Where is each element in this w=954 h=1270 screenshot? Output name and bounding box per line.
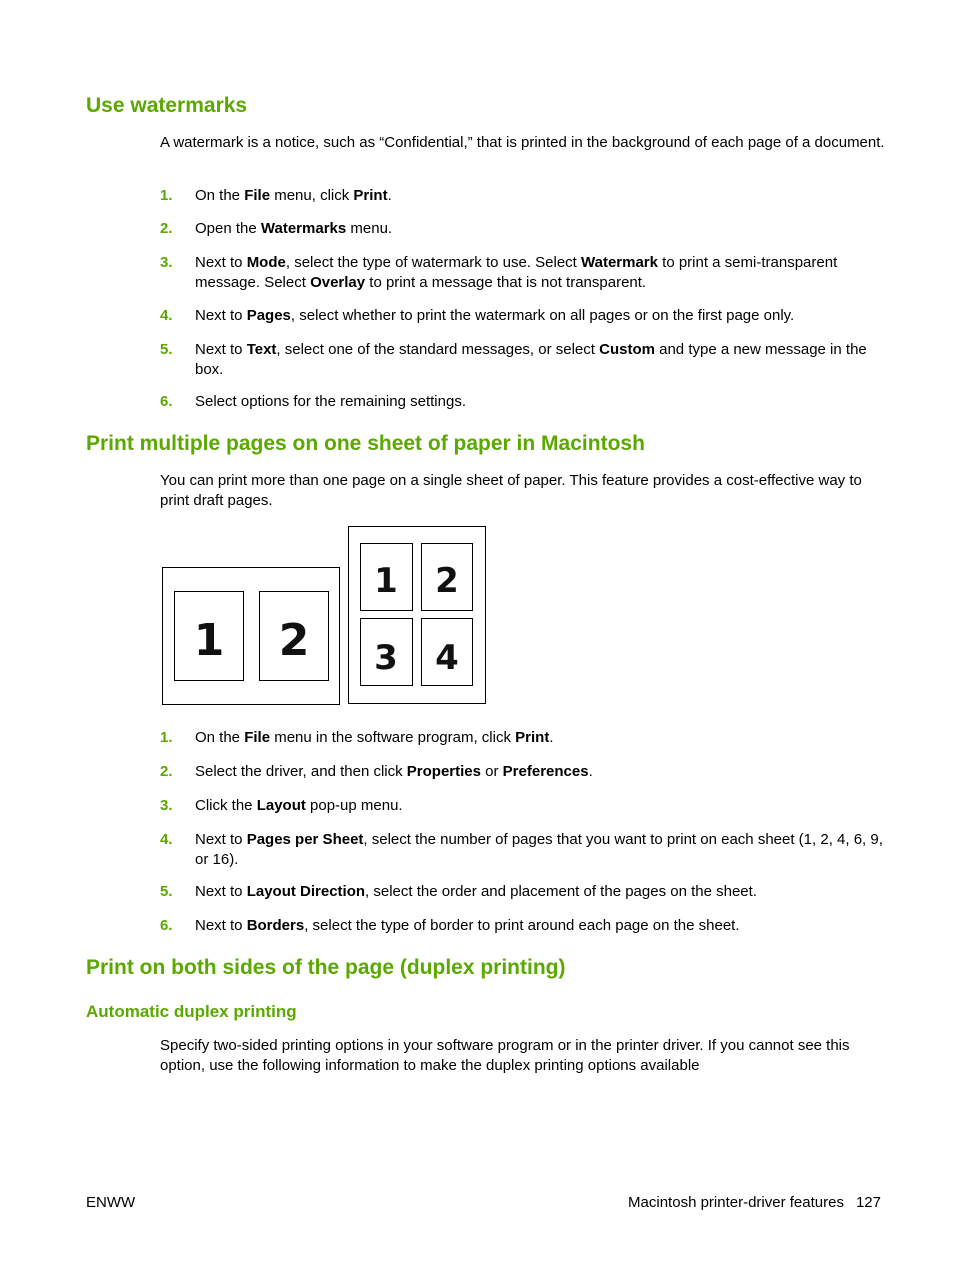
ui-term: Pages [246, 307, 291, 324]
step-text: Next to Text, select one of the standard messages, or select Custom and type a new message in the box. [195, 341, 867, 378]
step-text: On the File menu, click Print. [195, 187, 392, 204]
step-text: Next to Pages per Sheet, select the number of pages that you want to print on each sheet (1, 2, 4, 6, 9, or 16). [195, 831, 883, 868]
watermarks-intro: A watermark is a notice, such as “Confidential,” that is printed in the background of each page of a document. [160, 134, 885, 151]
multiple-pages-intro: You can print more than one page on a single sheet of paper. This feature provides a cost-effective way to print draft pages. [160, 472, 862, 509]
ui-term: Borders [246, 917, 305, 934]
ui-term: Mode [246, 254, 286, 271]
step-number: 5. [160, 341, 173, 358]
step-text: Next to Borders, select the type of border to print around each page on the sheet. [195, 917, 740, 934]
step-number: 6. [160, 917, 173, 934]
ui-term: Preferences [502, 763, 589, 780]
layout-step [160, 762, 885, 782]
heading-use-watermarks: Use watermarks [86, 94, 248, 117]
ui-term: Watermark [581, 254, 658, 271]
watermark-step [160, 306, 885, 326]
layout-step [160, 882, 885, 902]
heading-duplex-printing: Print on both sides of the page (duplex printing) [86, 956, 566, 979]
step-number: 4. [160, 831, 173, 848]
watermark-step [160, 340, 885, 379]
heading-multiple-pages: Print multiple pages on one sheet of paper in Macintosh [86, 432, 645, 455]
watermark-step [160, 253, 885, 292]
ui-term: Print [353, 187, 388, 204]
layout-step [160, 830, 885, 869]
subheading-automatic-duplex: Automatic duplex printing [86, 1002, 297, 1021]
duplex-intro: Specify two-sided printing options in your software program or in the printer driver. If you cannot see this option, use the following information to make the duplex printing options available [160, 1037, 850, 1074]
ui-term: Watermarks [260, 220, 347, 237]
layout-step [160, 728, 885, 748]
footer-right [628, 1193, 881, 1212]
step-text: Next to Pages, select whether to print the watermark on all pages or on the first page only. [195, 307, 795, 324]
step-number: 2. [160, 763, 173, 780]
ui-term: Pages per Sheet [246, 831, 364, 848]
watermark-step [160, 392, 885, 412]
step-number: 5. [160, 883, 173, 900]
page-number: 1 [374, 561, 398, 601]
step-number: 1. [160, 187, 173, 204]
step-number: 1. [160, 729, 173, 746]
ui-term: Text [246, 341, 277, 358]
watermark-step [160, 219, 885, 239]
layout-step [160, 916, 885, 936]
watermark-step [160, 186, 885, 206]
step-number: 4. [160, 307, 173, 324]
ui-term: Print [515, 729, 550, 746]
pages-per-sheet-figure [160, 524, 490, 708]
step-text: Select the driver, and then click Properties or Preferences. [195, 763, 593, 780]
ui-term: File [244, 187, 271, 204]
page-number-footer: 127 [855, 1194, 881, 1211]
page-number: 2 [435, 561, 459, 601]
footer-left: ENWW [86, 1194, 136, 1211]
step-number: 3. [160, 254, 173, 271]
ui-term: Properties [406, 763, 481, 780]
step-text: Select options for the remaining settings. [195, 393, 466, 410]
footer-title: Macintosh printer-driver features [628, 1194, 844, 1211]
step-number: 2. [160, 220, 173, 237]
ui-term: Overlay [310, 273, 366, 291]
step-number: 3. [160, 797, 173, 814]
step-text: On the File menu in the software program, click Print. [195, 729, 554, 746]
page-number: 1 [193, 615, 225, 666]
layout-step [160, 796, 885, 816]
step-text: Click the Layout pop-up menu. [195, 797, 403, 814]
page-number: 3 [374, 638, 398, 678]
step-text: Next to Mode, select the type of watermark to use. Select Watermark to print a semi-transparent message. Select Overlay to print a message that is not transparent. [195, 254, 838, 291]
ui-term: Layout [256, 797, 306, 814]
page-number: 4 [435, 638, 459, 678]
step-text: Next to Layout Direction, select the order and placement of the pages on the sheet. [195, 883, 757, 900]
step-text: Open the Watermarks menu. [195, 220, 393, 237]
ui-term: File [244, 729, 271, 746]
step-number: 6. [160, 393, 173, 410]
ui-term: Custom [599, 341, 655, 358]
page-number: 2 [278, 615, 310, 666]
ui-term: Layout Direction [246, 883, 366, 900]
